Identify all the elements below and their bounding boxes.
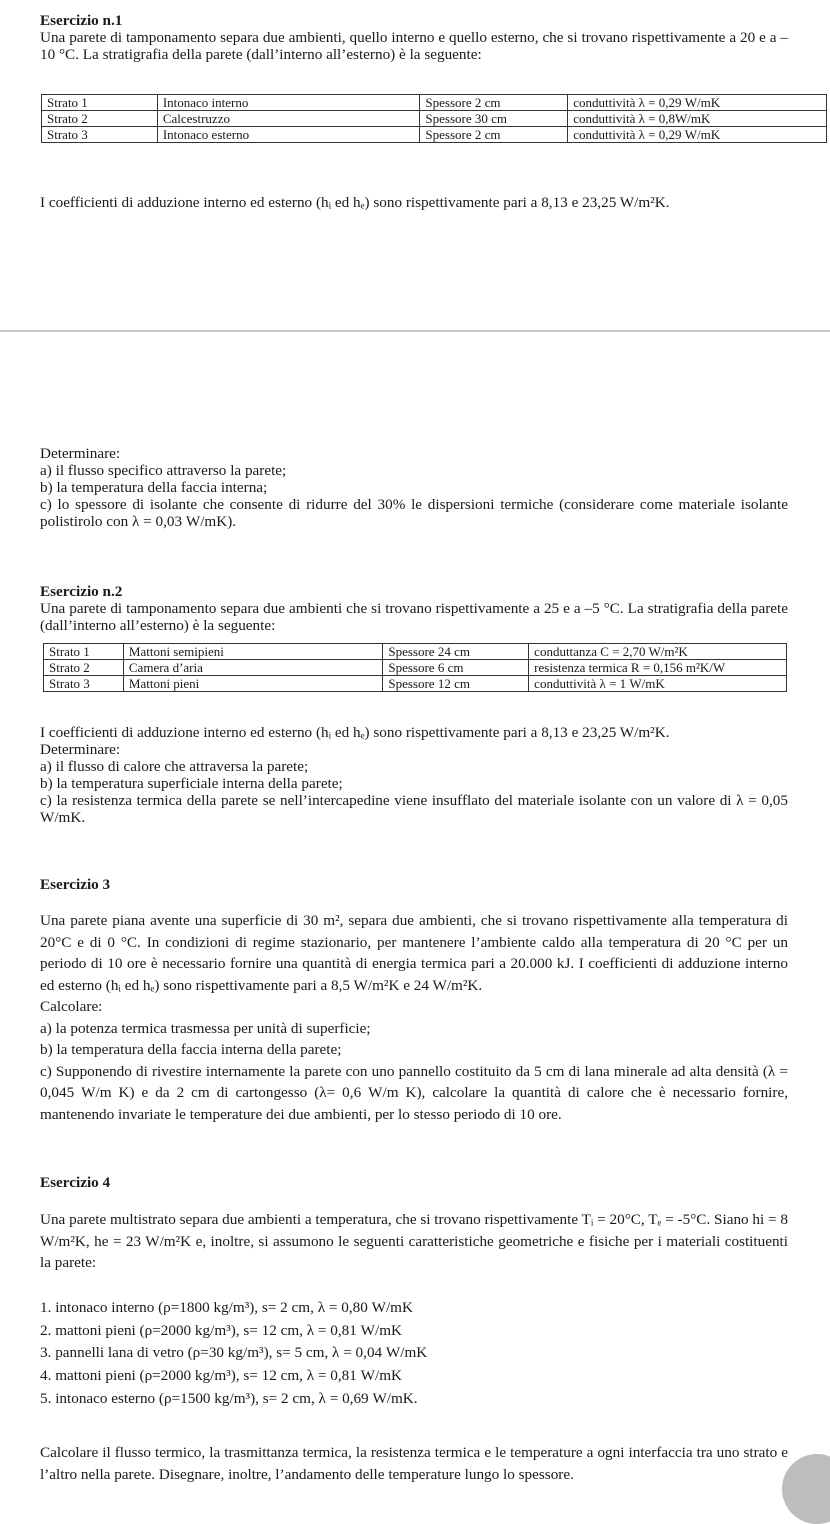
table-cell: Strato 3 xyxy=(44,676,124,692)
list-item: 5. intonaco esterno (ρ=1500 kg/m³), s= 2 cm, λ = 0,69 W/mK. xyxy=(40,1389,418,1407)
exercise-3-text: Una parete piana avente una superficie di 30 m², separa due ambienti, che si trovano rispettivamente alla temperatura di 20°C e di 0 °C. In condizioni di regime stazionario, per mantenere l’ambiente caldo alla temperatura di 20 °C per un periodo di 10 ore è necessario fornire una quantità di energia termica pari a 20.000 kJ. I coefficienti di adduzione interno ed esterno (hᵢ ed hₑ) sono rispettivamente pari a 8,5 W/m²K e 24 W/m²K. xyxy=(40,912,788,994)
table-row xyxy=(42,95,827,111)
table-row xyxy=(42,111,827,127)
table-cell: Spessore 30 cm xyxy=(420,111,568,127)
table-cell: Strato 1 xyxy=(42,95,158,111)
table-cell: Spessore 12 cm xyxy=(383,676,529,692)
table-cell: Calcestruzzo xyxy=(157,111,420,127)
list-item: 4. mattoni pieni (ρ=2000 kg/m³), s= 12 cm, λ = 0,81 W/mK xyxy=(40,1367,402,1385)
table-cell: conduttività λ = 0,8W/mK xyxy=(568,111,827,127)
question-b: b) la temperatura superficiale interna della parete; xyxy=(40,775,343,792)
question-a: a) il flusso specifico attraverso la parete; xyxy=(40,462,287,479)
corner-shadow xyxy=(782,1454,830,1524)
exercise-4-materials-list xyxy=(40,1297,788,1411)
list-item: 1. intonaco interno (ρ=1800 kg/m³), s= 2 cm, λ = 0,80 W/mK xyxy=(40,1299,413,1316)
table-row xyxy=(44,676,787,692)
table-cell: Spessore 6 cm xyxy=(383,660,529,676)
table-cell: conduttività λ = 0,29 W/mK xyxy=(568,127,827,143)
list-item: 2. mattoni pieni (ρ=2000 kg/m³), s= 12 cm, λ = 0,81 W/mK xyxy=(40,1321,402,1339)
table-cell: conduttività λ = 0,29 W/mK xyxy=(568,95,827,111)
table-cell: Strato 2 xyxy=(44,660,124,676)
page-separator xyxy=(0,330,830,332)
table-cell: resistenza termica R = 0,156 m²K/W xyxy=(529,660,787,676)
calcolare-label: Calcolare: xyxy=(40,998,103,1015)
exercise-1 xyxy=(40,12,788,63)
determinare-label: Determinare: xyxy=(40,741,121,758)
table-cell: Spessore 2 cm xyxy=(420,95,568,111)
exercise-4-closing: Calcolare il flusso termico, la trasmittanza termica, la resistenza termica e le temperature a ogni interfaccia tra uno strato e l’altro nella parete. Disegnare, inoltre, l’andamento delle temperature lungo lo spessore. xyxy=(40,1444,788,1483)
question-a: a) la potenza termica trasmessa per unità di superficie; xyxy=(40,1019,371,1037)
exercise-4-title: Esercizio 4 xyxy=(40,1174,111,1191)
exercise-2 xyxy=(40,583,788,634)
exercise-3-title: Esercizio 3 xyxy=(40,876,111,893)
list-item: 3. pannelli lana di vetro (ρ=30 kg/m³), s= 5 cm, λ = 0,04 W/mK xyxy=(40,1344,428,1362)
table-cell: Intonaco interno xyxy=(157,95,420,111)
table-row xyxy=(44,644,787,660)
exercise-2-intro: Una parete di tamponamento separa due ambienti che si trovano rispettivamente a 25 e a –5 °C. La stratigrafia della parete (dall’interno all’esterno) è la seguente: xyxy=(40,600,788,634)
table-cell: Camera d’aria xyxy=(123,660,382,676)
exercise-2-questions xyxy=(40,724,788,826)
table-cell: conduttività λ = 1 W/mK xyxy=(529,676,787,692)
exercise-4-text: Una parete multistrato separa due ambienti a temperatura, che si trovano rispettivamente Tᵢ = 20°C, Tₑ = -5°C. Siano hi = 8 W/m²K, he = 23 W/m²K e, inoltre, si assumono le seguenti caratteristiche geometriche e fisiche per i materiali costituenti la parete: xyxy=(40,1211,788,1271)
determinare-label: Determinare: xyxy=(40,445,121,462)
table-cell: Strato 1 xyxy=(44,644,124,660)
table-cell: Strato 2 xyxy=(42,111,158,127)
table-cell: Spessore 24 cm xyxy=(383,644,529,660)
table-cell: Mattoni pieni xyxy=(123,676,382,692)
question-b: b) la temperatura della faccia interna della parete; xyxy=(40,1041,342,1058)
table-row xyxy=(42,127,827,143)
table-cell: Strato 3 xyxy=(42,127,158,143)
exercise-2-coefficients: I coefficienti di adduzione interno ed esterno (hᵢ ed hₑ) sono rispettivamente pari a 8,13 e 23,25 W/m²K. xyxy=(40,724,670,741)
table-cell: conduttanza C = 2,70 W/m²K xyxy=(529,644,787,660)
question-c: c) lo spessore di isolante che consente di ridurre del 30% le dispersioni termiche (considerare come materiale isolante polistirolo con λ = 0,03 W/mK). xyxy=(40,496,788,530)
question-c: c) la resistenza termica della parete se nell’intercapedine viene insufflato del materiale isolante con un valore di λ = 0,05 W/mK. xyxy=(40,792,788,826)
question-b: b) la temperatura della faccia interna; xyxy=(40,479,268,496)
table-cell: Intonaco esterno xyxy=(157,127,420,143)
exercise-1-questions xyxy=(40,445,788,530)
question-c: c) Supponendo di rivestire internamente la parete con uno pannello costituito da 5 cm di lana minerale ad alta densità (λ = 0,045 W/m K) e da 2 cm di cartongesso (λ= 0,6 W/m K), calcolare la quantità di calore che è necessario fornire, mantenendo invariate le temperature dei due ambienti, per lo stesso periodo di 10 ore. xyxy=(40,1062,788,1123)
exercise-2-title: Esercizio n.2 xyxy=(40,583,123,600)
exercise-1-title: Esercizio n.1 xyxy=(40,12,123,29)
table-cell: Mattoni semipieni xyxy=(123,644,382,660)
exercise-1-layers-table xyxy=(41,94,827,143)
question-a: a) il flusso di calore che attraversa la parete; xyxy=(40,758,309,775)
table-cell: Spessore 2 cm xyxy=(420,127,568,143)
exercise-2-layers-table xyxy=(43,643,787,692)
exercise-1-coefficients: I coefficienti di adduzione interno ed esterno (hᵢ ed hₑ) sono rispettivamente pari a 8,13 e 23,25 W/m²K. xyxy=(40,194,670,211)
table-row xyxy=(44,660,787,676)
exercise-3 xyxy=(40,910,788,1125)
exercise-1-intro: Una parete di tamponamento separa due ambienti, quello interno e quello esterno, che si trovano rispettivamente a 20 e a –10 °C. La stratigrafia della parete (dall’interno all’esterno) è la seguente: xyxy=(40,29,788,63)
